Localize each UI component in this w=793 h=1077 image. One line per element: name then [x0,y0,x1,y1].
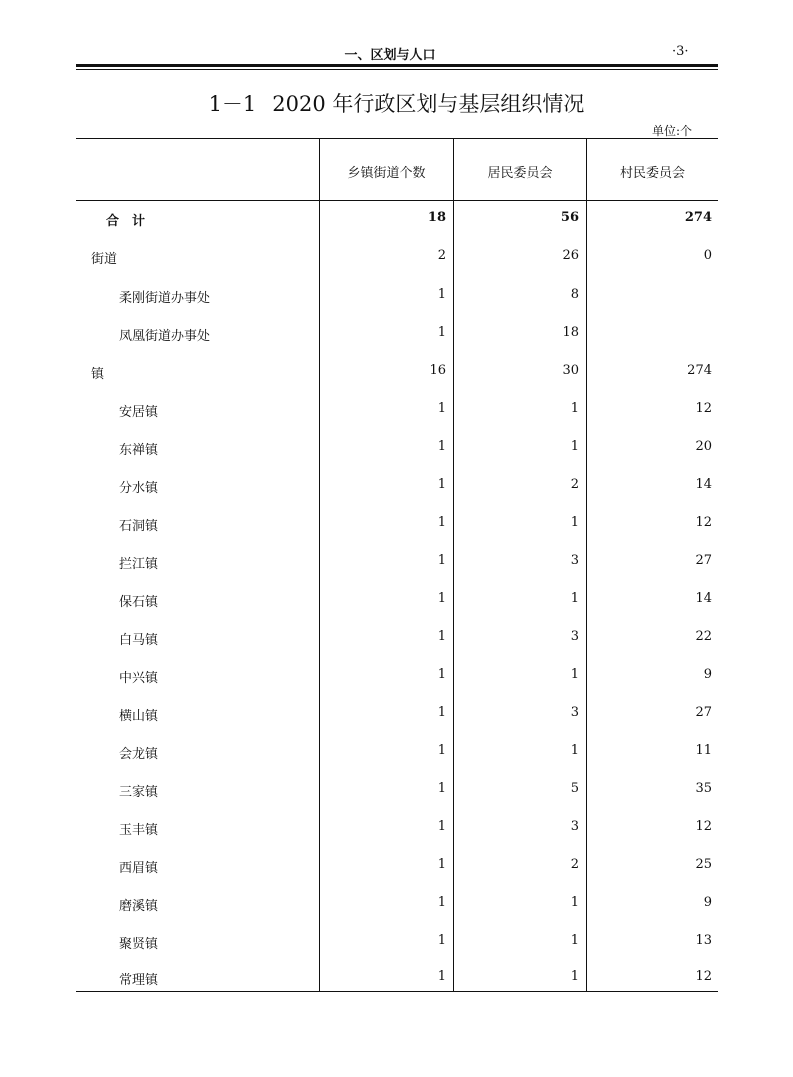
cell-value: 12 [695,819,712,834]
table-row [76,363,718,385]
cell-value: 1 [570,439,579,454]
table-row [76,401,718,423]
table-row [76,895,718,917]
cell-value: 12 [695,401,712,416]
cell-value: 1 [437,819,446,834]
cell-value: 1 [437,515,446,530]
cell-value: 274 [684,210,712,225]
cell-value: 1 [437,325,446,340]
row-label: 柔刚街道办事处 [119,291,211,306]
row-label: 镇 [91,367,105,382]
table-row [76,210,718,232]
cell-value: 1 [570,969,579,984]
cell-value: 1 [570,401,579,416]
table-row [76,743,718,765]
column-header-residents-committee: 居民委员会 [487,166,553,181]
cell-value: 1 [437,781,446,796]
cell-value: 9 [703,895,712,910]
cell-value: 1 [437,629,446,644]
row-label: 三家镇 [119,785,159,800]
cell-value: 1 [437,667,446,682]
row-label: 会龙镇 [119,747,159,762]
table-title [0,88,793,118]
row-label: 保石镇 [119,595,159,610]
section-header: 一、区划与人口 [344,48,436,63]
cell-value: 5 [570,781,579,796]
cell-value: 20 [695,439,712,454]
cell-value: 56 [560,210,579,225]
cell-value: 13 [695,933,712,948]
row-label: 常理镇 [119,973,159,988]
row-label: 聚贤镇 [119,937,159,952]
row-label: 白马镇 [119,633,159,648]
table-row [76,781,718,803]
row-label: 安居镇 [119,405,159,420]
row-label: 玉丰镇 [119,823,159,838]
cell-value: 9 [703,667,712,682]
row-label: 石洞镇 [119,519,159,534]
cell-value: 26 [562,248,579,263]
cell-value: 1 [437,969,446,984]
cell-value: 1 [437,705,446,720]
cell-value: 1 [437,591,446,606]
row-label: 分水镇 [119,481,159,496]
table-top-rule [76,138,718,139]
table-row [76,819,718,841]
row-label: 拦江镇 [119,557,159,572]
header-rule-thick [76,64,718,67]
column-header-townships: 乡镇街道个数 [347,166,426,181]
cell-value: 2 [437,248,446,263]
table-row [76,933,718,955]
cell-value: 12 [695,969,712,984]
cell-value: 1 [437,439,446,454]
cell-value: 8 [570,287,579,302]
table-row [76,969,718,991]
table-header-rule [76,200,718,201]
table-row [76,553,718,575]
unit-label: 单位:个 [652,124,693,138]
cell-value: 22 [695,629,712,644]
row-label: 凤凰街道办事处 [119,329,211,344]
cell-value: 1 [570,743,579,758]
cell-value: 1 [570,667,579,682]
row-label: 西眉镇 [119,861,159,876]
table-row [76,248,718,270]
cell-value: 1 [437,553,446,568]
column-header-villagers-committee: 村民委员会 [619,166,685,181]
cell-value: 1 [570,933,579,948]
cell-value: 3 [570,553,579,568]
table-row [76,325,718,347]
table-row [76,591,718,613]
cell-value: 35 [695,781,712,796]
cell-value: 1 [570,591,579,606]
cell-value: 25 [695,857,712,872]
cell-value: 1 [570,895,579,910]
cell-value: 2 [570,477,579,492]
row-label: 磨溪镇 [119,899,159,914]
cell-value: 1 [437,477,446,492]
header-rule-thin [76,69,718,70]
row-label: 街道 [91,252,118,267]
cell-value: 1 [437,287,446,302]
table-row [76,287,718,309]
cell-value: 1 [437,743,446,758]
table-row [76,629,718,651]
cell-value: 27 [695,705,712,720]
cell-value: 14 [695,591,712,606]
cell-value: 16 [429,363,446,378]
cell-value: 14 [695,477,712,492]
cell-value: 3 [570,819,579,834]
cell-value: 30 [562,363,579,378]
cell-value: 2 [570,857,579,872]
cell-value: 12 [695,515,712,530]
cell-value: 18 [562,325,579,340]
cell-value: 0 [703,248,712,263]
table-title-number: 1－1 [208,92,257,116]
cell-value: 11 [695,743,712,758]
cell-value: 1 [437,857,446,872]
cell-value: 27 [695,553,712,568]
cell-value: 1 [437,933,446,948]
cell-value: 1 [437,895,446,910]
table-row [76,477,718,499]
table-title-text: 2020 年行政区划与基层组织情况 [272,92,585,116]
row-label: 合 计 [106,214,146,229]
table-row [76,857,718,879]
table-bottom-rule [76,991,718,992]
cell-value: 3 [570,629,579,644]
table-row [76,667,718,689]
cell-value: 274 [687,363,712,378]
table-row [76,439,718,461]
cell-value: 1 [570,515,579,530]
table-row [76,705,718,727]
cell-value: 1 [437,401,446,416]
table-row [76,515,718,537]
cell-value: 3 [570,705,579,720]
cell-value: 18 [427,210,446,225]
page-number: ·3· [672,44,689,59]
row-label: 横山镇 [119,709,159,724]
row-label: 东禅镇 [119,443,159,458]
row-label: 中兴镇 [119,671,159,686]
